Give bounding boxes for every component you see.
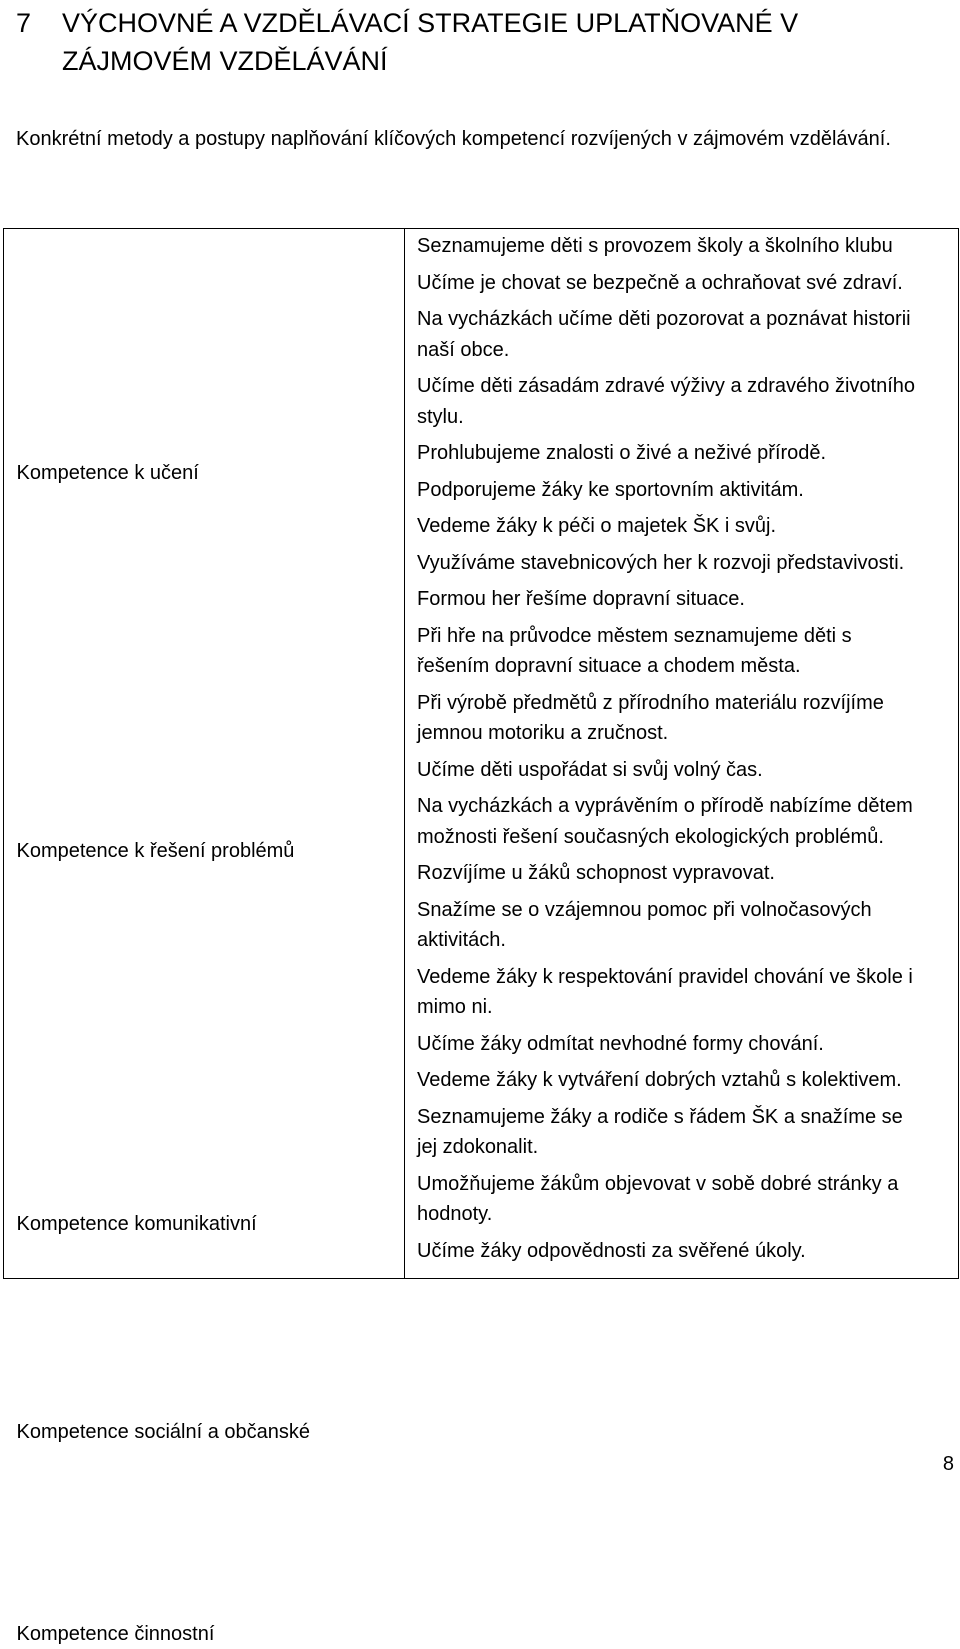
competence-label-social-civic: Kompetence sociální a občanské (16, 1420, 311, 1443)
strategy-item: Využíváme stavebnicových her k rozvoji představivosti. (417, 551, 905, 574)
section-heading (16, 4, 922, 80)
competence-labels-cell (4, 229, 405, 1645)
competence-label-activity: Kompetence činnostní (16, 1622, 215, 1645)
strategy-item: Na vycházkách učíme děti pozorovat a poznávat historii naší obce. (417, 308, 911, 361)
strategy-item: Snažíme se o vzájemnou pomoc při volnočasových aktivitách. (417, 898, 872, 951)
strategy-item: Učíme je chovat se bezpečně a ochraňovat své zdraví. (417, 271, 903, 294)
strategy-item: Učíme děti uspořádat si svůj volný čas. (417, 758, 763, 781)
strategy-item: Formou her řešíme dopravní situace. (417, 588, 745, 610)
section-title: VÝCHOVNÉ A VZDĚLÁVACÍ STRATEGIE UPLATŇOVANÉ V ZÁJMOVÉM VZDĚLÁVÁNÍ (62, 8, 799, 76)
strategy-item: Učíme žáky odmítat nevhodné formy chování. (417, 1032, 824, 1055)
strategy-item: Vedeme žáky k respektování pravidel chování ve škole i mimo ni. (417, 965, 913, 1018)
strategy-item: Na vycházkách a vyprávěním o přírodě nabízíme dětem možnosti řešení současných ekologických problémů. (417, 795, 913, 848)
strategy-item: Umožňujeme žákům objevovat v sobě dobré stránky a hodnoty. (417, 1172, 899, 1225)
competence-label-problem-solving: Kompetence k řešení problémů (16, 839, 295, 862)
page-number: 8 (942, 1453, 954, 1475)
section-number: 7 (16, 8, 32, 38)
strategy-item: Seznamujeme žáky a rodiče s řádem ŠK a snažíme se jej zdokonalit. (417, 1105, 903, 1158)
competence-label-learning: Kompetence k učení (16, 461, 199, 484)
strategy-item: Prohlubujeme znalosti o živé a neživé přírodě. (417, 442, 827, 464)
strategy-item: Učíme žáky odpovědnosti za svěřené úkoly. (417, 1239, 806, 1262)
strategy-item: Při hře na průvodce městem seznamujeme děti s řešením dopravní situace a chodem města. (417, 624, 852, 677)
strategy-item: Seznamujeme děti s provozem školy a školního klubu (417, 235, 893, 257)
strategy-item: Podporujeme žáky ke sportovním aktivitám. (417, 478, 804, 501)
competences-table (3, 228, 959, 1645)
strategies-list (405, 229, 958, 1278)
strategies-cell (405, 229, 959, 1279)
strategy-item: Vedeme žáky k péči o majetek ŠK i svůj. (417, 515, 777, 537)
strategy-item: Vedeme žáky k vytváření dobrých vztahů s kolektivem. (417, 1069, 902, 1091)
strategy-item: Při výrobě předmětů z přírodního materiálu rozvíjíme jemnou motoriku a zručnost. (417, 691, 884, 744)
competence-label-communicative: Kompetence komunikativní (16, 1212, 257, 1235)
intro-paragraph: Konkrétní metody a postupy naplňování klíčových kompetencí rozvíjených v zájmovém vzdělávání. (16, 128, 891, 150)
strategy-item: Učíme děti zásadám zdravé výživy a zdravého životního stylu. (417, 375, 915, 428)
table-row (4, 229, 959, 1279)
strategy-item: Rozvíjíme u žáků schopnost vypravovat. (417, 862, 775, 884)
